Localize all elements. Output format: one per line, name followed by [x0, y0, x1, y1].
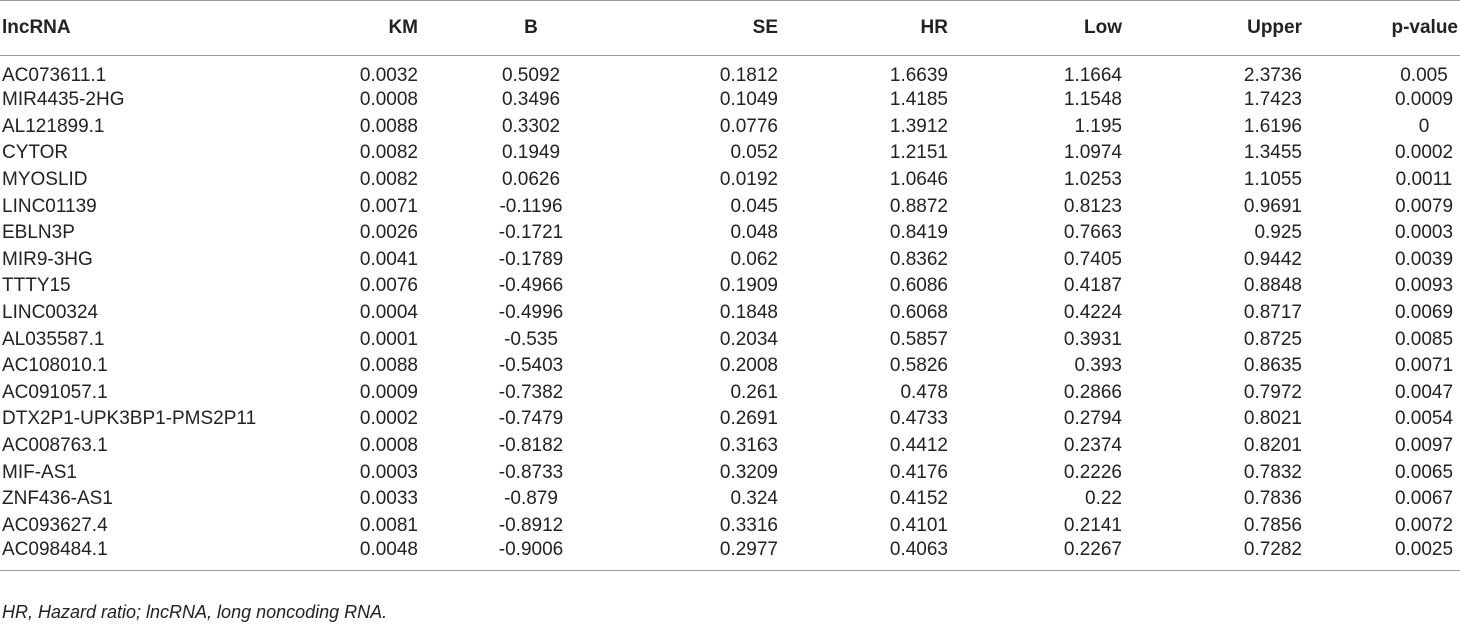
cell-low: 1.195	[1074, 115, 1122, 137]
cell-km: 0.0048	[300, 539, 418, 571]
cell-upper: 0.8717	[1243, 302, 1302, 324]
table-row	[0, 353, 1460, 380]
table-row	[0, 220, 1460, 247]
cell-lncrna: CYTOR	[2, 142, 69, 164]
cell-upper: 0.7836	[1243, 488, 1302, 510]
cell-b: -0.4966	[498, 275, 564, 297]
cell-hr: 0.6086	[889, 275, 948, 297]
cell-lncrna: AC091057.1	[2, 381, 108, 403]
table-row	[0, 87, 1460, 114]
cell-upper: 0.9691	[1243, 195, 1302, 217]
table-row	[0, 193, 1460, 220]
table-row	[0, 300, 1460, 327]
cell-lncrna: MIR4435-2HG	[2, 89, 125, 111]
cell-p-value: 0.0009	[1394, 89, 1454, 111]
cell-upper: 0.7282	[1124, 539, 1302, 571]
cell-km: 0.0088	[359, 115, 418, 137]
cell-low: 0.2141	[1063, 514, 1122, 536]
table-footnote: HR, Hazard ratio; lncRNA, long noncoding RNA.	[2, 602, 388, 622]
cell-lncrna: MIR9-3HG	[2, 248, 93, 270]
table-row	[0, 486, 1460, 513]
header-row	[0, 1, 1460, 56]
cell-b: 0.3302	[501, 115, 561, 137]
cell-b: 0.5092	[501, 65, 561, 86]
cell-p-value: 0.0002	[1394, 142, 1454, 164]
cell-km: 0.0008	[359, 435, 418, 457]
cell-low: 0.2267	[950, 539, 1124, 571]
cell-km: 0.0009	[359, 381, 418, 403]
cell-b: 0.3496	[501, 89, 561, 111]
table-row	[0, 406, 1460, 433]
cell-hr: 0.4412	[889, 435, 948, 457]
cell-p-value: 0.005	[1400, 65, 1448, 86]
cell-upper: 0.925	[1254, 222, 1302, 244]
cell-hr: 0.5826	[889, 355, 948, 377]
cell-lncrna: EBLN3P	[2, 222, 75, 244]
cell-p-value: 0.0093	[1394, 275, 1454, 297]
cell-hr: 1.4185	[889, 89, 948, 111]
cell-se: 0.062	[730, 248, 778, 270]
table-row	[0, 433, 1460, 460]
cell-lncrna: AC093627.4	[2, 514, 108, 536]
cell-upper: 0.8201	[1243, 435, 1302, 457]
cell-hr: 0.4176	[889, 461, 948, 483]
cell-hr: 0.8419	[889, 222, 948, 244]
cell-p-value: 0.0069	[1394, 302, 1454, 324]
cell-p-value: 0.0003	[1394, 222, 1454, 244]
cell-upper: 0.7832	[1243, 461, 1302, 483]
cell-lncrna: AC108010.1	[2, 355, 108, 377]
cell-se: 0.0776	[719, 115, 778, 137]
cell-low: 0.7405	[1063, 248, 1122, 270]
cell-km: 0.0026	[359, 222, 418, 244]
cell-km: 0.0033	[359, 488, 418, 510]
cell-upper: 1.1055	[1243, 169, 1302, 191]
cell-low: 1.1664	[1063, 65, 1122, 86]
cell-lncrna: LINC01139	[2, 195, 97, 217]
cell-hr: 0.8362	[889, 248, 948, 270]
column-header-p-value: p-value	[1302, 1, 1460, 56]
table-row	[0, 114, 1460, 141]
cell-lncrna: TTTY15	[2, 275, 71, 297]
cell-b: -0.5403	[498, 355, 564, 377]
cell-upper: 1.3455	[1243, 142, 1302, 164]
cell-hr: 1.3912	[889, 115, 948, 137]
cell-p-value: 0.0025	[1302, 539, 1460, 571]
cell-se: 0.324	[730, 488, 778, 510]
column-header-se: SE	[608, 1, 778, 56]
cell-upper: 0.8848	[1243, 275, 1302, 297]
table-row	[0, 513, 1460, 540]
cell-low: 0.2226	[1063, 461, 1122, 483]
cell-hr: 0.4152	[889, 488, 948, 510]
cell-se: 0.2008	[719, 355, 778, 377]
cell-b: -0.1789	[498, 248, 564, 270]
column-header-upper: Upper	[1124, 1, 1302, 56]
cell-se: 0.3163	[719, 435, 778, 457]
cell-upper: 1.7423	[1243, 89, 1302, 111]
cell-low: 1.0974	[1063, 142, 1122, 164]
cell-upper: 0.7856	[1243, 514, 1302, 536]
cell-se: 0.1812	[719, 65, 778, 86]
cell-km: 0.0001	[359, 328, 418, 350]
cell-p-value: 0.0071	[1394, 355, 1454, 377]
cell-lncrna: AL035587.1	[2, 328, 105, 350]
table-row	[0, 247, 1460, 274]
cell-low: 0.8123	[1063, 195, 1122, 217]
cell-km: 0.0002	[359, 408, 418, 430]
cell-low: 0.22	[1085, 488, 1122, 510]
cell-p-value: 0.0065	[1394, 461, 1454, 483]
column-header-km: KM	[300, 1, 418, 56]
cell-upper: 1.6196	[1243, 115, 1302, 137]
cell-p-value: 0.0054	[1394, 408, 1454, 430]
column-header-b: B	[418, 1, 608, 56]
table-body	[0, 56, 1460, 571]
cell-se: 0.048	[730, 222, 778, 244]
table-row	[0, 539, 1460, 571]
cell-lncrna: DTX2P1-UPK3BP1-PMS2P11	[2, 408, 257, 430]
cell-low: 0.3931	[1063, 328, 1122, 350]
cell-se: 0.1848	[719, 302, 778, 324]
cell-se: 0.1909	[719, 275, 778, 297]
cell-se: 0.1049	[719, 89, 778, 111]
cell-upper: 2.3736	[1243, 65, 1302, 86]
cell-b: 0.0626	[501, 169, 561, 191]
cell-km: 0.0082	[359, 169, 418, 191]
cell-b: -0.879	[504, 488, 558, 510]
cell-low: 0.393	[1074, 355, 1122, 377]
cell-hr: 0.4101	[889, 514, 948, 536]
cell-se: 0.0192	[719, 169, 778, 191]
cell-se: 0.2977	[608, 539, 778, 571]
table-row	[0, 273, 1460, 300]
cell-km: 0.0032	[359, 65, 418, 86]
cell-b: -0.8912	[498, 514, 564, 536]
table-row	[0, 56, 1460, 88]
cell-km: 0.0003	[359, 461, 418, 483]
cell-lncrna: MIF-AS1	[2, 461, 77, 483]
column-header-low: Low	[950, 1, 1124, 56]
cell-low: 1.1548	[1063, 89, 1122, 111]
cell-b: -0.1196	[499, 195, 563, 217]
cell-b: -0.9006	[418, 539, 608, 571]
cell-hr: 0.478	[900, 381, 948, 403]
cell-upper: 0.8021	[1243, 408, 1302, 430]
cell-km: 0.0008	[359, 89, 418, 111]
cell-low: 0.2374	[1063, 435, 1122, 457]
cell-b: -0.7479	[498, 408, 564, 430]
table-row	[0, 140, 1460, 167]
cell-km: 0.0082	[359, 142, 418, 164]
cell-b: -0.4996	[498, 302, 564, 324]
cell-km: 0.0076	[359, 275, 418, 297]
cell-low: 0.2866	[1063, 381, 1122, 403]
cell-b: -0.8733	[498, 461, 564, 483]
cell-hr: 0.6068	[889, 302, 948, 324]
cell-se: 0.3316	[719, 514, 778, 536]
table-row	[0, 380, 1460, 407]
cell-se: 0.045	[730, 195, 778, 217]
cell-se: 0.2034	[719, 328, 778, 350]
table-row	[0, 459, 1460, 486]
cell-p-value: 0.0079	[1394, 195, 1454, 217]
cell-upper: 0.9442	[1243, 248, 1302, 270]
cell-hr: 0.8872	[889, 195, 948, 217]
cell-lncrna: MYOSLID	[2, 169, 88, 191]
cell-km: 0.0081	[359, 514, 418, 536]
cell-p-value: 0.0085	[1394, 328, 1454, 350]
cell-se: 0.3209	[719, 461, 778, 483]
cell-se: 0.2691	[719, 408, 778, 430]
cell-low: 0.4187	[1063, 275, 1122, 297]
cell-p-value: 0.0097	[1394, 435, 1454, 457]
cell-se: 0.052	[730, 142, 778, 164]
table-header	[0, 1, 1460, 56]
cell-lncrna: AL121899.1	[2, 115, 105, 137]
cell-upper: 0.8635	[1243, 355, 1302, 377]
cell-km: 0.0071	[359, 195, 418, 217]
cell-lncrna: LINC00324	[2, 302, 99, 324]
cell-p-value: 0	[1418, 115, 1430, 137]
cell-upper: 0.8725	[1243, 328, 1302, 350]
column-header-lncrna: lncRNA	[0, 1, 300, 56]
cell-low: 1.0253	[1063, 169, 1122, 191]
column-header-hr: HR	[778, 1, 950, 56]
cell-hr: 0.4063	[778, 539, 950, 571]
cell-upper: 0.7972	[1243, 381, 1302, 403]
table-row	[0, 167, 1460, 194]
cell-b: 0.1949	[501, 142, 561, 164]
cell-hr: 1.2151	[889, 142, 948, 164]
cell-lncrna: AC098484.1	[0, 539, 300, 571]
cell-p-value: 0.0011	[1395, 169, 1453, 191]
cell-km: 0.0088	[359, 355, 418, 377]
cell-b: -0.8182	[498, 435, 564, 457]
cell-b: -0.1721	[498, 222, 564, 244]
cell-p-value: 0.0047	[1394, 381, 1454, 403]
cell-b: -0.7382	[498, 381, 564, 403]
cell-p-value: 0.0039	[1394, 248, 1454, 270]
cell-p-value: 0.0072	[1394, 514, 1454, 536]
cell-p-value: 0.0067	[1394, 488, 1454, 510]
cell-hr: 0.4733	[889, 408, 948, 430]
cell-lncrna: AC008763.1	[2, 435, 108, 457]
cell-km: 0.0004	[359, 302, 418, 324]
cell-b: -0.535	[504, 328, 558, 350]
cell-se: 0.261	[730, 381, 778, 403]
cell-lncrna: ZNF436-AS1	[2, 488, 113, 510]
cell-lncrna: AC073611.1	[2, 65, 107, 86]
cell-low: 0.2794	[1063, 408, 1122, 430]
cell-km: 0.0041	[359, 248, 418, 270]
table-row	[0, 326, 1460, 353]
cell-low: 0.4224	[1063, 302, 1122, 324]
cell-hr: 0.5857	[889, 328, 948, 350]
cell-hr: 1.0646	[889, 169, 948, 191]
cell-low: 0.7663	[1063, 222, 1122, 244]
cell-hr: 1.6639	[889, 65, 948, 86]
